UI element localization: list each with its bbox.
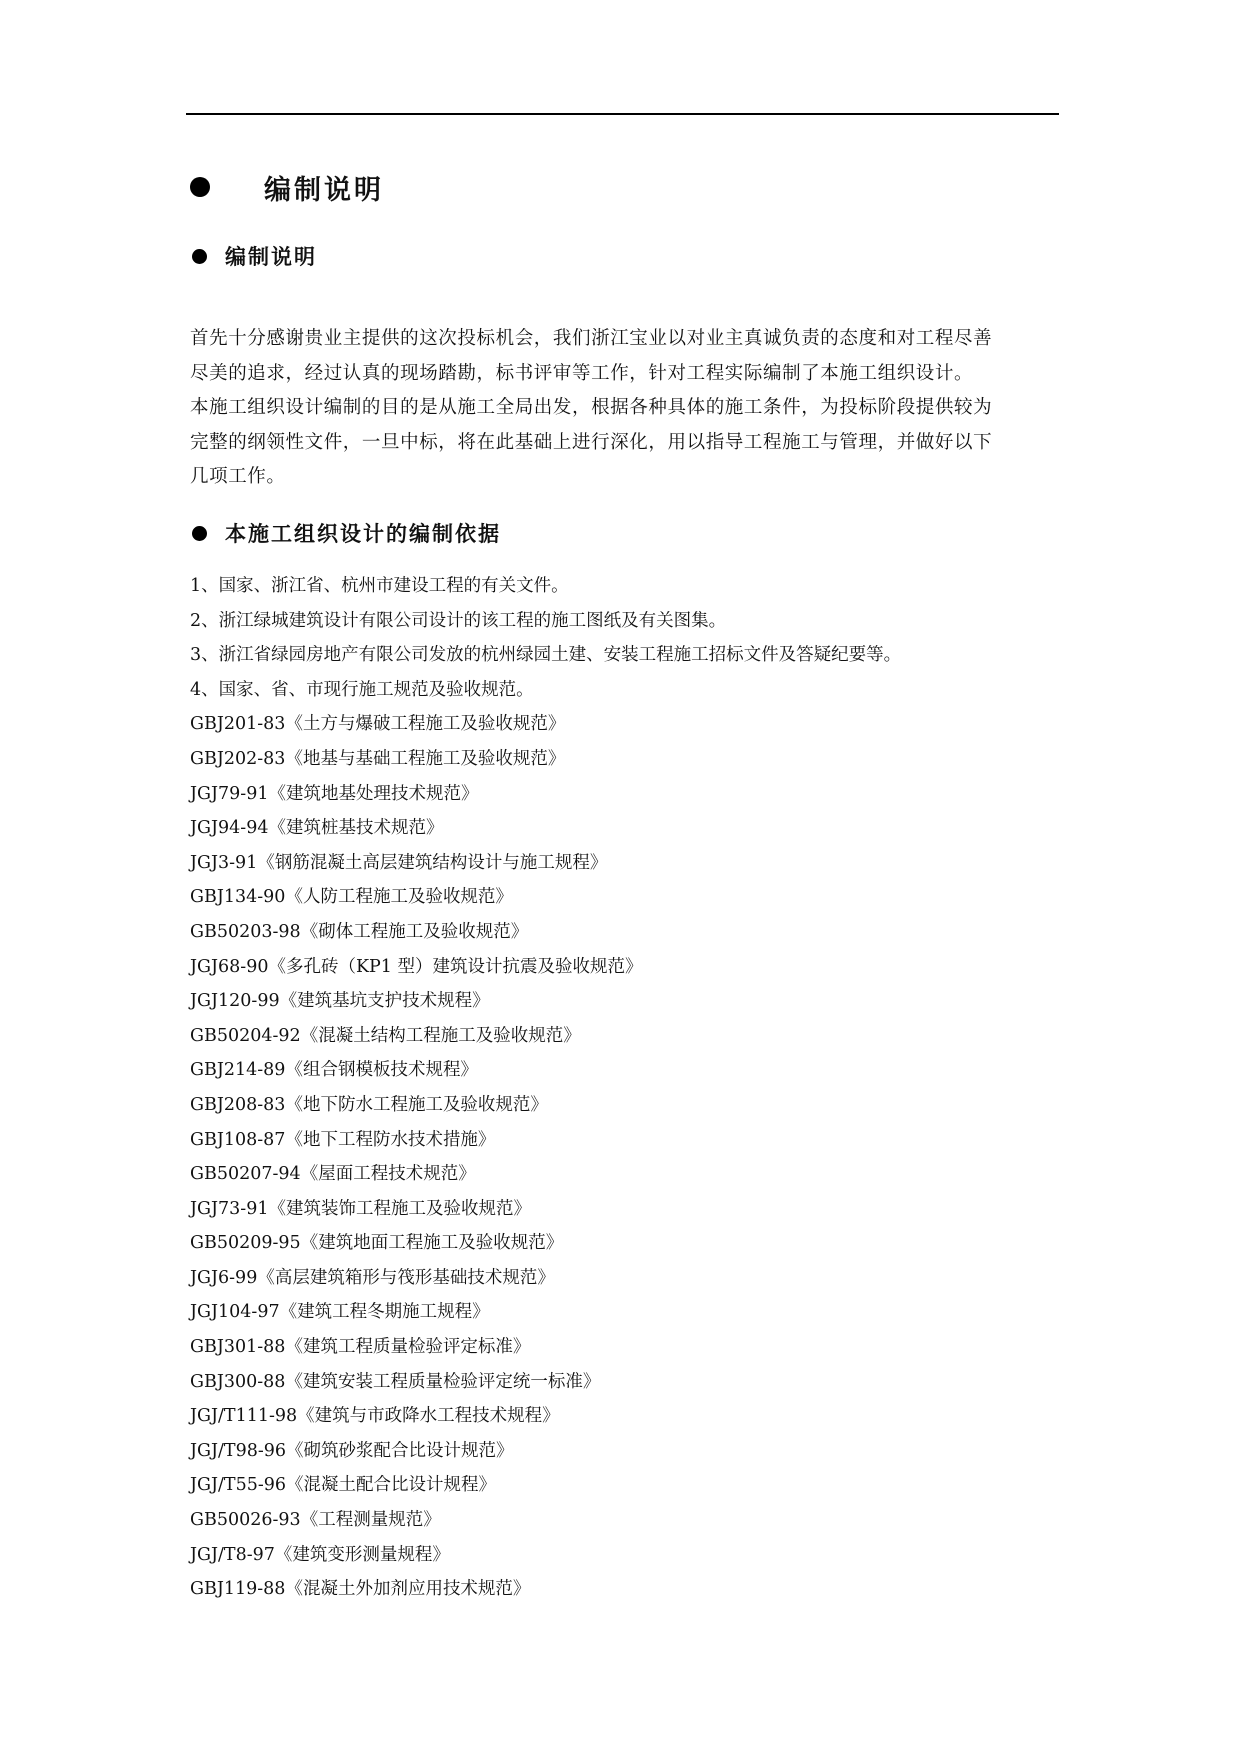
list-item: GBJ134-90《人防工程施工及验收规范》	[190, 887, 513, 908]
list-item: GBJ202-83《地基与基础工程施工及验收规范》	[190, 748, 566, 769]
bullet-icon	[190, 177, 210, 197]
bullet-icon	[192, 249, 207, 264]
list-item: JGJ120-99《建筑基坑支护技术规程》	[190, 991, 490, 1012]
list-item: GB50209-95《建筑地面工程施工及验收规范》	[190, 1233, 564, 1254]
list-item: 4、国家、省、市现行施工规范及验收规范。	[190, 679, 534, 700]
main-heading	[190, 167, 384, 207]
section-heading-text: 本施工组织设计的编制依据	[225, 521, 501, 546]
paragraph-line: 尽美的追求，经过认真的现场踏勘，标书评审等工作，针对工程实际编制了本施工组织设计。	[190, 362, 974, 384]
list-item: 1、国家、浙江省、杭州市建设工程的有关文件。	[190, 576, 569, 596]
list-item: GBJ301-88《建筑工程质量检验评定标准》	[190, 1337, 531, 1358]
bullet-icon	[192, 526, 207, 541]
list-item: JGJ/T111-98《建筑与市政降水工程技术规程》	[190, 1406, 560, 1427]
paragraph-line: 完整的纲领性文件，一旦中标，将在此基础上进行深化，用以指导工程施工与管理，并做好以下	[190, 431, 993, 453]
paragraph-line: 几项工作。	[190, 466, 286, 487]
list-item: JGJ/T55-96《混凝土配合比设计规程》	[190, 1475, 497, 1496]
section-heading-basis	[192, 517, 501, 549]
list-item: GBJ201-83《土方与爆破工程施工及验收规范》	[190, 714, 566, 735]
list-item: JGJ68-90《多孔砖（KP1 型）建筑设计抗震及验收规范》	[190, 956, 643, 977]
list-item: JGJ/T8-97《建筑变形测量规程》	[190, 1544, 450, 1565]
list-item: JGJ6-99《高层建筑箱形与筏形基础技术规范》	[190, 1267, 555, 1288]
list-item: JGJ73-91《建筑装饰工程施工及验收规范》	[190, 1198, 531, 1219]
list-item: JGJ/T98-96《砌筑砂浆配合比设计规范》	[190, 1440, 514, 1461]
section-heading-text: 编制说明	[225, 244, 317, 269]
list-item: GB50203-98《砌体工程施工及验收规范》	[190, 921, 529, 942]
list-item: GB50026-93《工程测量规范》	[190, 1510, 441, 1531]
basis-list	[190, 569, 1060, 1607]
list-item: JGJ94-94《建筑桩基技术规范》	[190, 818, 444, 839]
list-item: 2、浙江绿城建筑设计有限公司设计的该工程的施工图纸及有关图集。	[190, 610, 727, 631]
list-item: GB50207-94《屋面工程技术规范》	[190, 1164, 476, 1185]
main-heading-text: 编制说明	[264, 174, 384, 206]
intro-paragraph	[190, 322, 1060, 495]
list-item: JGJ104-97《建筑工程冬期施工规程》	[190, 1302, 490, 1323]
header-rule	[186, 113, 1059, 115]
list-item: GBJ208-83《地下防水工程施工及验收规范》	[190, 1094, 548, 1115]
paragraph-line: 本施工组织设计编制的目的是从施工全局出发，根据各种具体的施工条件，为投标阶段提供较为	[190, 397, 993, 418]
section-heading-intro	[192, 240, 317, 272]
list-item: GBJ119-88《混凝土外加剂应用技术规范》	[190, 1579, 531, 1600]
list-item: GBJ108-87《地下工程防水技术措施》	[190, 1129, 496, 1150]
list-item: JGJ79-91《建筑地基处理技术规范》	[190, 783, 479, 804]
list-item: 3、浙江省绿园房地产有限公司发放的杭州绿园土建、安装工程施工招标文件及答疑纪要等。	[190, 645, 902, 666]
list-item: JGJ3-91《钢筋混凝土高层建筑结构设计与施工规程》	[190, 852, 608, 873]
list-item: GB50204-92《混凝土结构工程施工及验收规范》	[190, 1025, 581, 1046]
list-item: GBJ300-88《建筑安装工程质量检验评定统一标准》	[190, 1371, 601, 1392]
list-item: GBJ214-89《组合钢模板技术规程》	[190, 1060, 478, 1081]
paragraph-line: 首先十分感谢贵业主提供的这次投标机会，我们浙江宝业以对业主真诚负责的态度和对工程尽善	[190, 328, 993, 349]
